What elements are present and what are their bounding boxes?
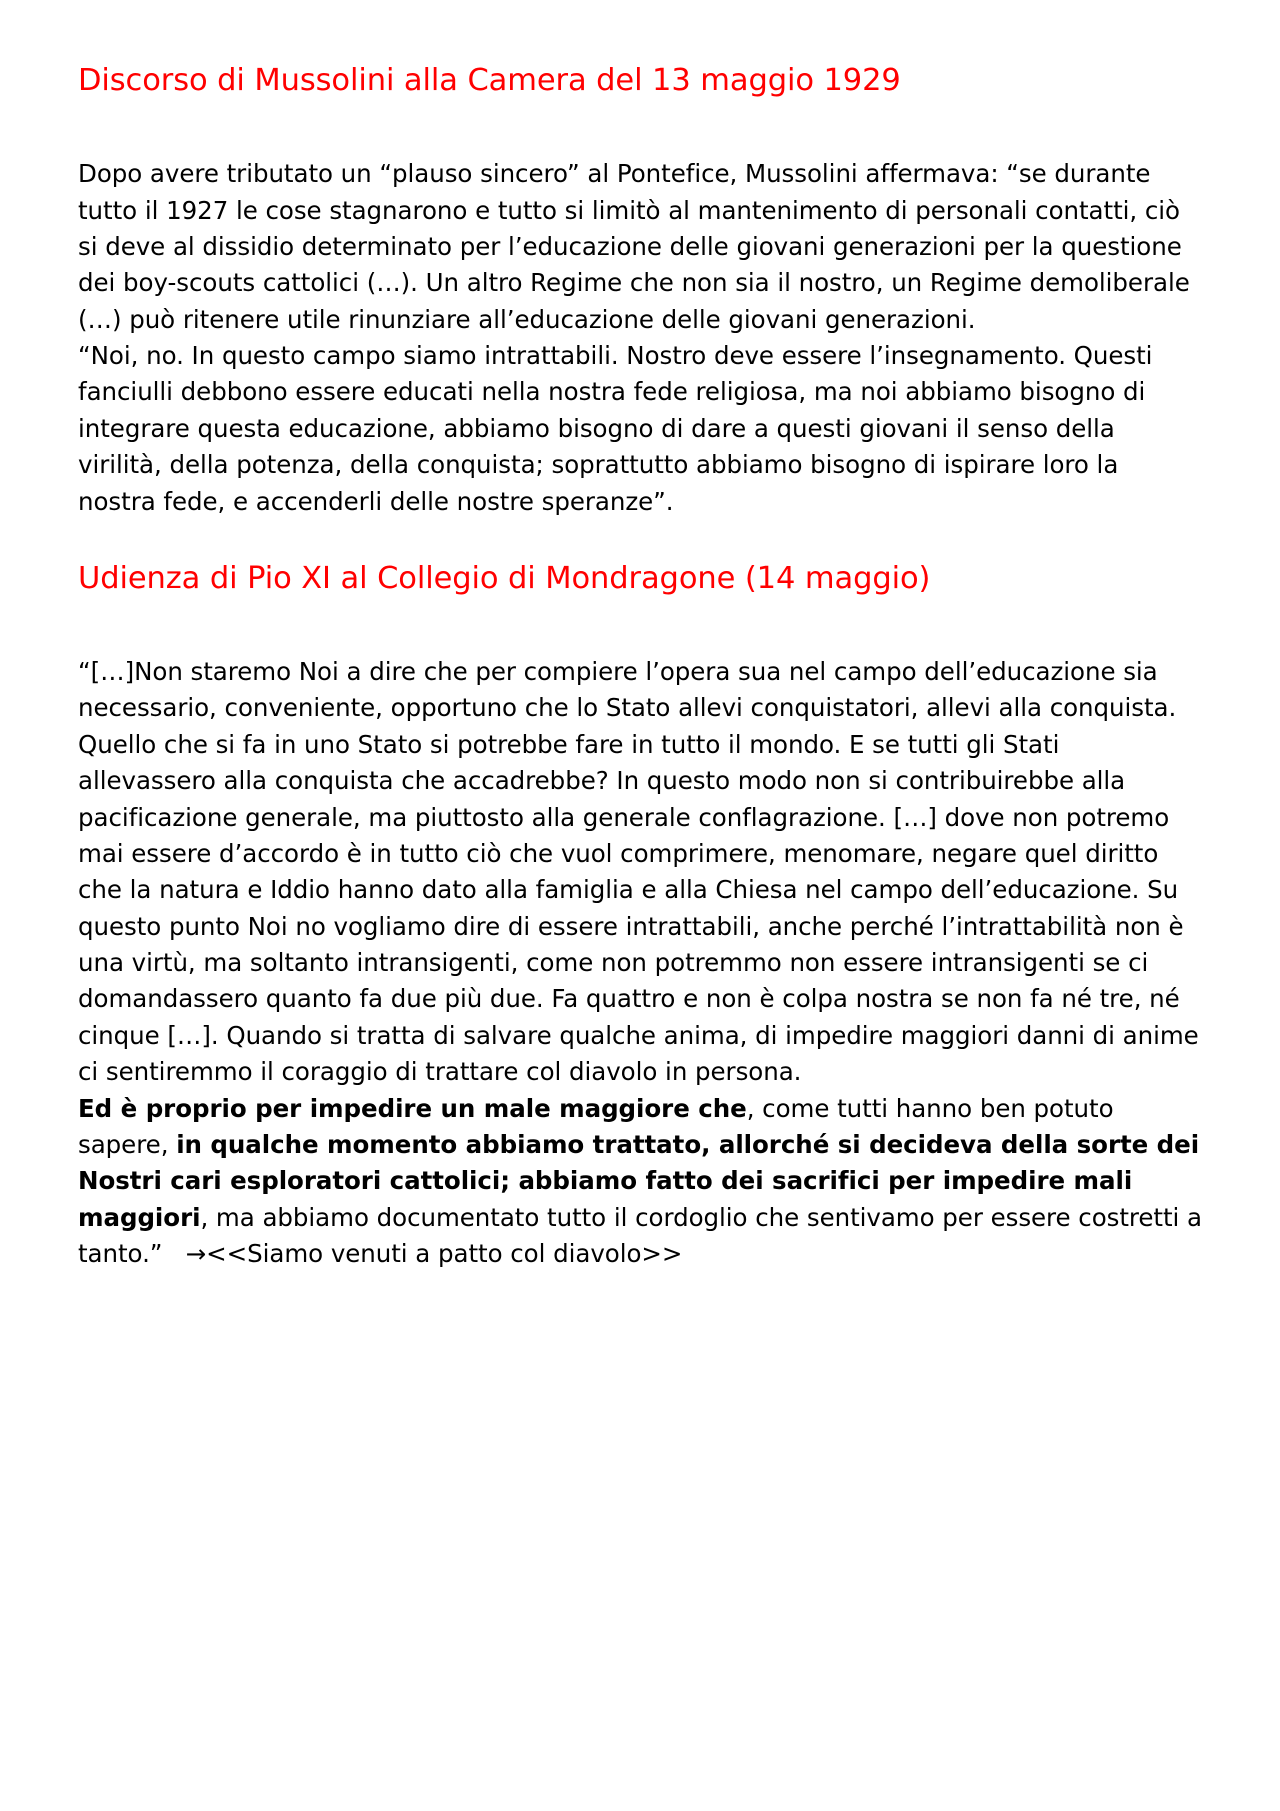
paragraph-mussolini-1: Dopo avere tributato un “plauso sincero” al Pontefice, Mussolini affermava: “se durante tutto il 1927 le cose stagnarono e tutto si limitò al mantenimento di personali contatti, ciò si deve al dissidio determinato per l’educazione delle giovani generazioni per la questione dei boy-scouts cattolici (…). Un altro Regime che non sia il nostro, un Regime demoliberale (…) può ritenere utile rinunziare all’educazione delle giovani generazioni.	[78, 159, 1190, 334]
bold-phrase-2: in qualche momento abbiamo trattato, allorché si decideva della sorte dei Nostri cari esploratori cattolici; abbiamo fatto dei sacrifici per impedire mali maggiori	[78, 1129, 1200, 1232]
arrow-annotation: →<<Siamo venuti a patto col diavolo>>	[162, 1239, 683, 1268]
spacer	[78, 608, 1202, 654]
spacer	[78, 520, 1202, 560]
plain-phrase-1: , come tutti hanno ben potuto sapere,	[78, 1093, 1114, 1159]
paragraph-udienza-1: “[…]Non staremo Noi a dire che per compiere l’opera sua nel campo dell’educazione sia necessario, conveniente, opportuno che lo Stato allevi conquistatori, allevi alla conquista. Quello che si fa in uno Stato si potrebbe fare in tutto il mondo. E se tutti gli Stati allevassero alla conquista che accadrebbe? In questo modo non si contribuirebbe alla pacificazione generale, ma piuttosto alla generale conflagrazione. […] dove non potremo mai essere d’accordo è in tutto ciò che vuol comprimere, menomare, negare quel diritto che la natura e Iddio hanno dato alla famiglia e alla Chiesa nel campo dell’educazione. Su questo punto Noi no vogliamo dire di essere intrattabili, anche perché l’intrattabilità non è una virtù, ma soltanto intransigenti, come non potremmo non essere intransigenti se ci domandassero quanto fa due più due. Fa quattro e non è colpa nostra se non fa né tre, né cinque […]. Quando si tratta di salvare qualche anima, di impedire maggiori danni di anime ci sentiremmo il coraggio di trattare col diavolo in persona.	[78, 657, 1199, 1087]
bold-phrase-1: Ed è proprio per impedire un male maggiore che	[78, 1093, 747, 1123]
spacer	[78, 110, 1202, 156]
paragraph-mussolini-2: “Noi, no. In questo campo siamo intrattabili. Nostro deve essere l’insegnamento. Questi fanciulli debbono essere educati nella nostra fede religiosa, ma noi abbiamo bisogno di integrare questa educazione, abbiamo bisogno di dare a questi giovani il senso della virilità, della potenza, della conquista; soprattutto abbiamo bisogno di ispirare loro la nostra fede, e accenderli delle nostre speranze”.	[78, 341, 1153, 516]
plain-phrase-2: , ma abbiamo documentato tutto il cordoglio che sentivamo per essere costretti a tanto.”	[78, 1202, 1203, 1268]
paragraph-udienza-final	[78, 1091, 1202, 1273]
page-title: Discorso di Mussolini alla Camera del 13 maggio 1929	[78, 63, 901, 98]
section-heading-udienza: Udienza di Pio XI al Collegio di Mondragone (14 maggio)	[78, 560, 931, 596]
